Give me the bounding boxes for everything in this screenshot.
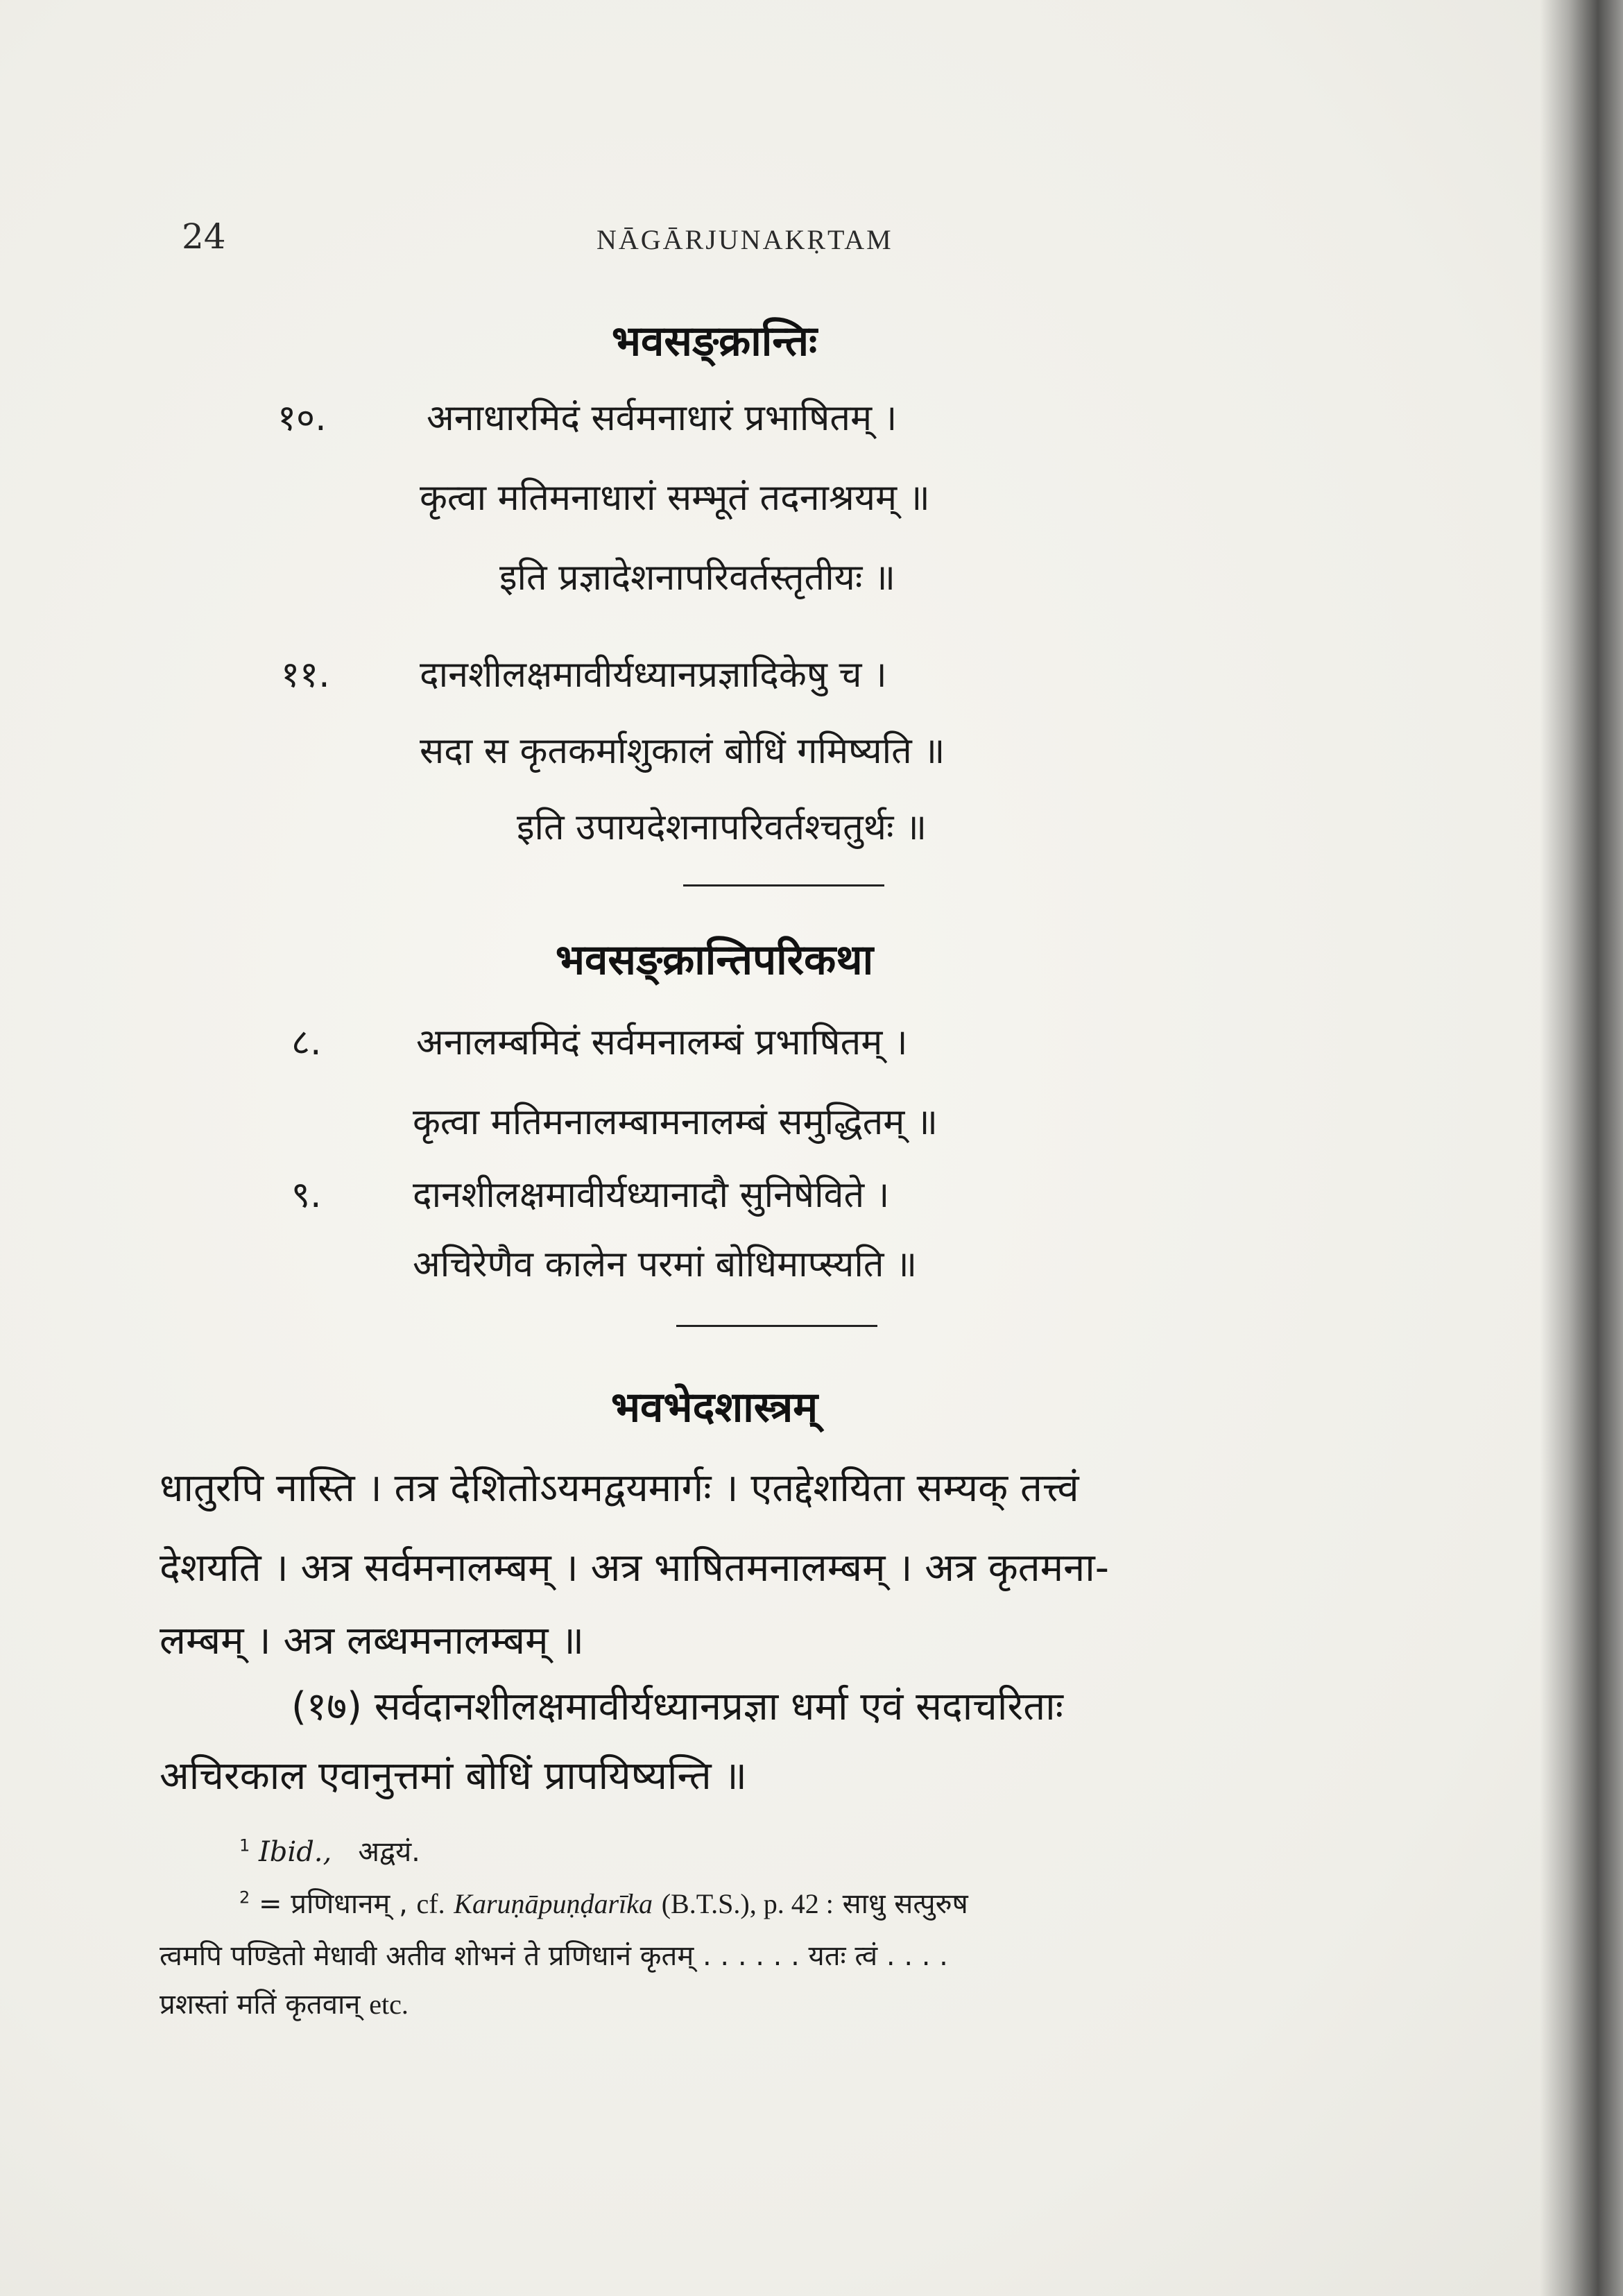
verse-line: अचिरेणैव कालेन परमां बोधिमाप्स्यति ॥	[413, 1244, 918, 1285]
colophon: इति उपायदेशनापरिवर्तश्चतुर्थः ॥	[517, 807, 927, 848]
footnote-work-title: Karuṇāpuṇḍarīka	[454, 1888, 653, 1919]
section-title-bhavabheda: भवभेदशास्त्रम्	[610, 1383, 818, 1432]
footnote-text: = प्रणिधानम् ,	[259, 1888, 408, 1920]
verse-number: १०.	[277, 397, 327, 439]
prose-line: लम्बम् । अत्र लब्धमनालम्बम् ॥	[160, 1618, 584, 1663]
verse-number: ८.	[291, 1022, 322, 1063]
prose-line: अचिरकाल एवानुत्तमां बोधिं प्रापयिष्यन्ति ॥	[160, 1754, 747, 1799]
verse-line: दानशीलक्षमावीर्यध्यानप्रज्ञादिकेषु च ।	[420, 654, 887, 696]
footnote-2-line2: त्वमपि पण्डितो मेधावी अतीव शोभनं ते प्रणिधानं कृतम् . . . . . . यतः त्वं . . . .	[160, 1940, 948, 1972]
footnote-text: साधु सत्पुरुष	[842, 1888, 968, 1920]
binding-shadow	[1540, 0, 1623, 2296]
prose-line: धातुरपि नास्ति । तत्र देशितोऽयमद्वयमार्गः । एतद्देशयिता सम्यक् तत्त्वं	[160, 1466, 1079, 1511]
footnote-text: (B.T.S.), p. 42 :	[661, 1888, 834, 1919]
footnote-2	[239, 1883, 968, 1921]
section-divider	[683, 884, 884, 886]
verse-line: कृत्वा मतिमनाधारां सम्भूतं तदनाश्रयम् ॥	[420, 477, 930, 519]
colophon: इति प्रज्ञादेशनापरिवर्तस्तृतीयः ॥	[499, 557, 895, 599]
running-head: NĀGĀRJUNAKṚTAM	[596, 224, 893, 255]
section-title-parikatha: भवसङ्क्रान्तिपरिकथा	[555, 936, 874, 984]
verse-line: अनालम्बमिदं सर्वमनालम्बं प्रभाषितम् ।	[416, 1022, 908, 1063]
verse-number: ११.	[281, 654, 330, 696]
verse-number: ९.	[291, 1174, 322, 1216]
footnote-1	[239, 1831, 420, 1869]
section-title-bhavasankranti: भवसङ्क्रान्तिः	[611, 317, 818, 366]
footnote-text: अद्वयं.	[358, 1836, 420, 1868]
page-number: 24	[182, 216, 226, 257]
footnote-marker: 2	[239, 1887, 250, 1908]
prose-line: (१७) सर्वदानशीलक्षमावीर्यध्यानप्रज्ञा धर्मा एवं सदाचरिताः	[291, 1684, 1063, 1729]
verse-line: सदा स कृतकर्माशुकालं बोधिं गमिष्यति ॥	[420, 730, 945, 772]
prose-line: देशयति । अत्र सर्वमनालम्बम् । अत्र भाषितमनालम्बम् । अत्र कृतमना-	[160, 1545, 1109, 1591]
verse-line: कृत्वा मतिमनालम्बामनालम्बं समुद्धितम् ॥	[413, 1102, 938, 1143]
footnote-text: etc.	[369, 1989, 409, 2020]
section-divider	[676, 1325, 877, 1327]
footnote-text: प्रशस्तां मतिं कृतवान्	[160, 1989, 361, 2021]
verse-line: अनाधारमिदं सर्वमनाधारं प्रभाषितम् ।	[427, 397, 898, 439]
verse-line: दानशीलक्षमावीर्यध्यानादौ सुनिषेविते ।	[413, 1174, 890, 1216]
footnote-text: cf.	[416, 1888, 445, 1919]
footnote-ref: Ibid.,	[259, 1836, 332, 1868]
footnote-marker: 1	[239, 1835, 250, 1856]
footnote-2-line3	[160, 1984, 409, 2022]
